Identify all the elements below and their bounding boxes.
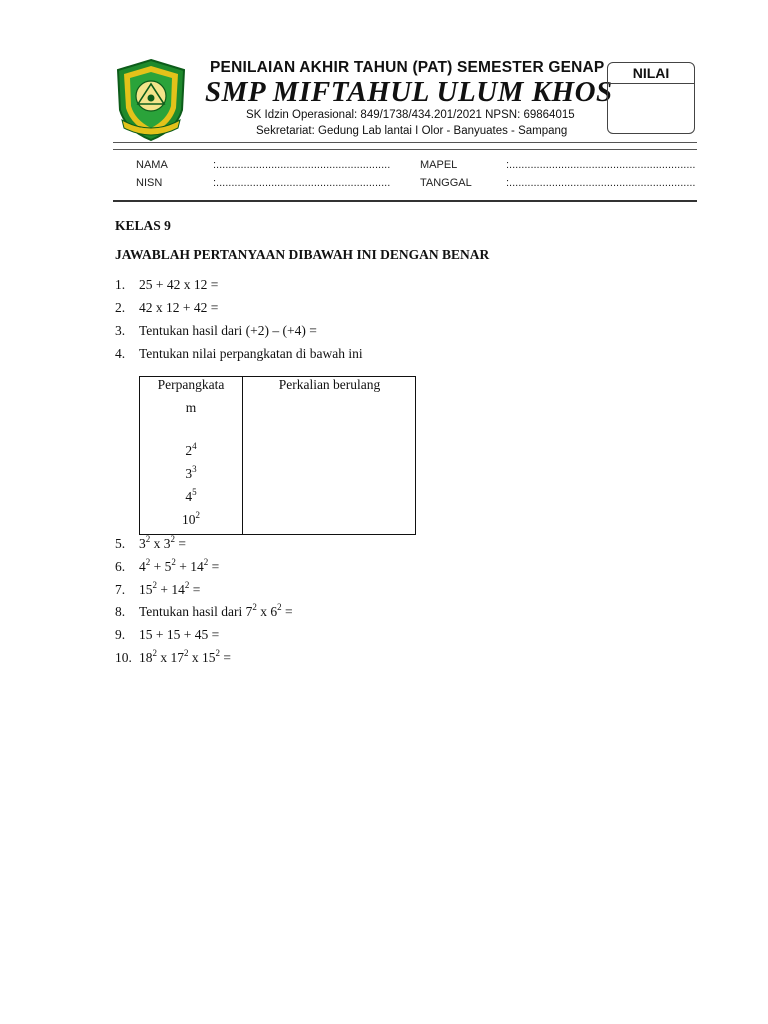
question-text: $15^2 + 14^2$ = [139,579,201,597]
question-text: 15 + 15 + 45 = [139,627,220,642]
score-box [607,62,695,134]
nama-field[interactable]: :......................................................... [213,159,391,171]
header-rule-2 [113,149,697,150]
question-number: 4. [115,346,126,361]
mapel-label: MAPEL [420,159,458,171]
question-text: Tentukan nilai perpangkatan di bawah ini [139,346,363,361]
question-number: 10. [115,650,132,665]
nama-label: NAMA [136,159,168,171]
question-number: 2. [115,300,126,315]
header-rule [113,142,697,143]
question-number: 3. [115,323,126,338]
question-text: Tentukan hasil dari (+2) – (+4) = [139,323,317,338]
question-text: Tentukan hasil dari $7^2$ x $6^2$ = [139,601,293,619]
powers-table [139,376,416,535]
question-number: 1. [115,277,126,292]
table-header-power: Perpangkata [157,377,225,392]
question-text: $3^2$ x $3^2$ = [139,533,186,551]
tanggal-label: TANGGAL [420,177,472,189]
table-column-divider [242,377,243,534]
table-header-repeated-multiplication: Perkalian berulang [278,377,381,392]
exam-title: PENILAIAN AKHIR TAHUN (PAT) SEMESTER GENAP [210,59,605,76]
tanggal-field[interactable]: :............................................................. [506,177,696,189]
question-text: 42 x 12 + 42 = [139,300,219,315]
question-number: 5. [115,536,126,551]
question-number: 6. [115,559,126,574]
identity-rule [113,200,697,202]
school-logo [114,58,188,142]
score-box-divider [608,83,694,84]
question-text: $18^2$ x $17^2$ x $15^2$ = [139,647,231,665]
nisn-field[interactable]: :......................................................... [213,177,391,189]
instruction: JAWABLAH PERTANYAAN DIBAWAH INI DENGAN BENAR [115,247,490,262]
question-text: 25 + 42 x 12 = [139,277,219,292]
table-row-power: $4^5$ [185,486,197,504]
nisn-label: NISN [136,177,163,189]
question-text: $4^2 + 5^2 + 14^2$ = [139,556,220,574]
question-number: 8. [115,604,126,619]
permit-line: SK Idzin Operasional: 849/1738/434.201/2021 NPSN: 69864015 [246,109,575,121]
table-row-power: $10^2$ [182,509,200,527]
question-number: 9. [115,627,126,642]
mapel-field[interactable]: :............................................................. [506,159,696,171]
school-name: SMP MIFTAHUL ULUM KHOS [205,76,613,108]
table-row-power: $3^3$ [185,463,197,481]
class-heading: KELAS 9 [115,218,171,233]
score-label: NILAI [632,65,670,81]
question-number: 7. [115,582,126,597]
table-row-power: $2^4$ [185,440,197,458]
table-header-power-wrap: m [185,400,197,415]
address-line: Sekretariat: Gedung Lab lantai I Olor - Banyuates - Sampang [256,125,568,137]
